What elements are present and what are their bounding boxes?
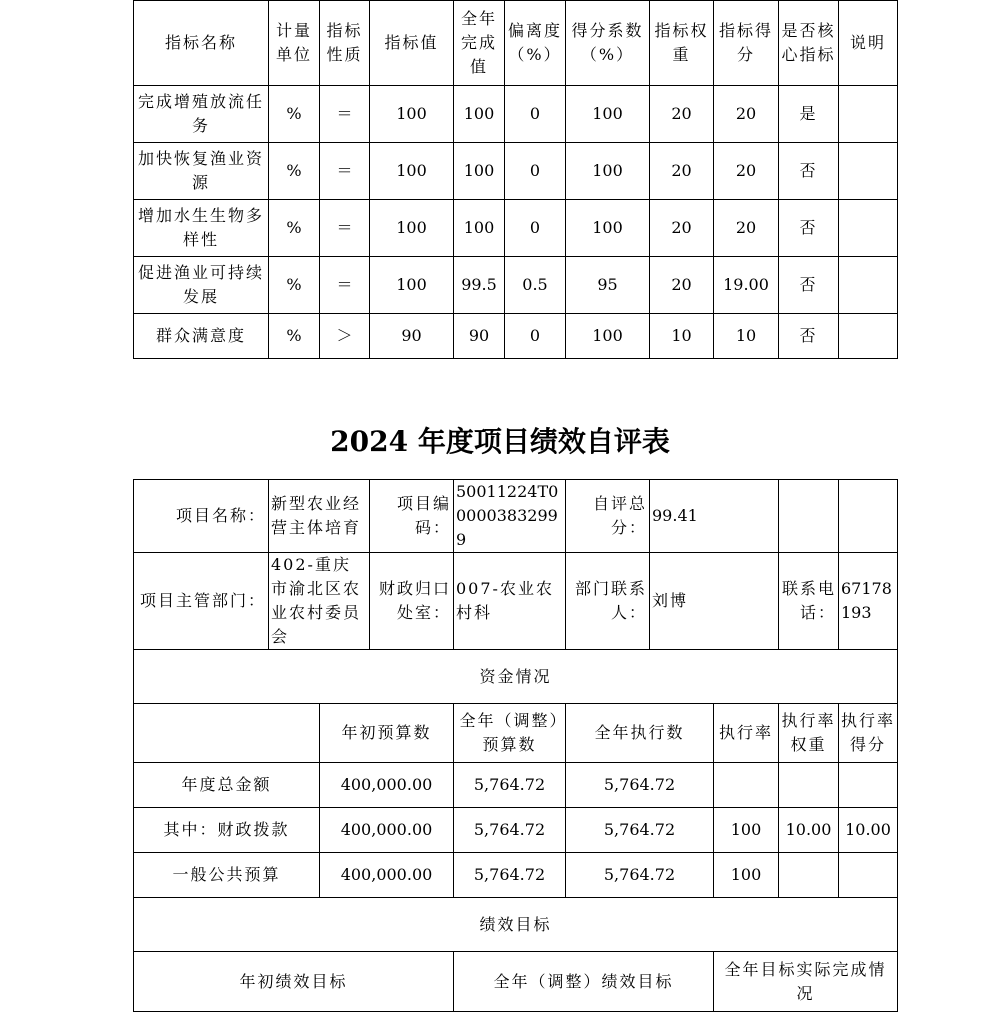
department-info-row bbox=[134, 553, 898, 650]
execution-score-cell bbox=[839, 853, 898, 898]
actual-value-cell: 99.5 bbox=[454, 257, 505, 314]
score-coefficient-cell: 100 bbox=[566, 314, 650, 359]
page-title: 2024 年度项目绩效自评表 bbox=[330, 425, 670, 458]
performance-section-title: 绩效目标 bbox=[134, 898, 898, 952]
indicator-value-cell: 100 bbox=[370, 143, 454, 200]
note-cell bbox=[839, 257, 898, 314]
executed-cell: 5,764.72 bbox=[566, 853, 714, 898]
indicator-row bbox=[134, 200, 898, 257]
header-core-indicator: 是否核心指标 bbox=[779, 1, 839, 86]
core-indicator-cell: 否 bbox=[779, 314, 839, 359]
header-unit: 计量单位 bbox=[269, 1, 320, 86]
self-score-label: 自评总分： bbox=[566, 480, 650, 553]
deviation-cell: 0 bbox=[505, 86, 566, 143]
core-indicator-cell: 是 bbox=[779, 86, 839, 143]
finance-office-label: 财政归口处室： bbox=[370, 553, 454, 650]
score-coefficient-cell: 95 bbox=[566, 257, 650, 314]
indicator-value-cell: 100 bbox=[370, 257, 454, 314]
execution-score-cell: 10.00 bbox=[839, 808, 898, 853]
indicator-name: 完成增殖放流任务 bbox=[134, 86, 269, 143]
header-score: 指标得分 bbox=[714, 1, 779, 86]
executed-cell: 5,764.72 bbox=[566, 808, 714, 853]
weight-cell: 10 bbox=[650, 314, 714, 359]
deviation-cell: 0 bbox=[505, 143, 566, 200]
note-cell bbox=[839, 200, 898, 257]
core-indicator-cell: 否 bbox=[779, 200, 839, 257]
deviation-cell: 0.5 bbox=[505, 257, 566, 314]
funds-row bbox=[134, 763, 898, 808]
header-execution-rate: 执行率 bbox=[714, 704, 779, 763]
empty-cell bbox=[134, 704, 320, 763]
deviation-cell: 0 bbox=[505, 200, 566, 257]
header-score-coefficient: 得分系数（%） bbox=[566, 1, 650, 86]
indicator-value-cell: 100 bbox=[370, 200, 454, 257]
weight-cell: 20 bbox=[650, 86, 714, 143]
department-value: 402-重庆市渝北区农业农村委员会 bbox=[269, 553, 370, 650]
weight-cell: 20 bbox=[650, 257, 714, 314]
score-coefficient-cell: 100 bbox=[566, 200, 650, 257]
executed-cell: 5,764.72 bbox=[566, 763, 714, 808]
indicator-name: 加快恢复渔业资源 bbox=[134, 143, 269, 200]
indicator-header-row bbox=[134, 1, 898, 86]
score-cell: 10 bbox=[714, 314, 779, 359]
indicator-row bbox=[134, 143, 898, 200]
deviation-cell: 0 bbox=[505, 314, 566, 359]
header-nature: 指标性质 bbox=[320, 1, 370, 86]
header-executed: 全年执行数 bbox=[566, 704, 714, 763]
contact-value: 刘博 bbox=[650, 553, 779, 650]
funds-row-label: 一般公共预算 bbox=[134, 853, 320, 898]
unit-cell: % bbox=[269, 143, 320, 200]
header-initial-goal: 年初绩效目标 bbox=[134, 952, 454, 1012]
header-actual-completion: 全年目标实际完成情况 bbox=[714, 952, 898, 1012]
indicator-table bbox=[133, 0, 898, 359]
weight-cell: 20 bbox=[650, 200, 714, 257]
indicator-value-cell: 90 bbox=[370, 314, 454, 359]
core-indicator-cell: 否 bbox=[779, 143, 839, 200]
core-indicator-cell: 否 bbox=[779, 257, 839, 314]
note-cell bbox=[839, 86, 898, 143]
unit-cell: % bbox=[269, 314, 320, 359]
indicator-name: 群众满意度 bbox=[134, 314, 269, 359]
adjusted-budget-cell: 5,764.72 bbox=[454, 763, 566, 808]
score-cell: 20 bbox=[714, 200, 779, 257]
header-deviation: 偏离度（%） bbox=[505, 1, 566, 86]
unit-cell: % bbox=[269, 200, 320, 257]
initial-budget-cell: 400,000.00 bbox=[320, 853, 454, 898]
nature-cell: ＝ bbox=[320, 200, 370, 257]
funds-header-row bbox=[134, 704, 898, 763]
header-indicator-value: 指标值 bbox=[370, 1, 454, 86]
project-code-value: 50011224T000003832999 bbox=[454, 480, 566, 553]
header-note: 说明 bbox=[839, 1, 898, 86]
initial-budget-cell: 400,000.00 bbox=[320, 808, 454, 853]
actual-value-cell: 100 bbox=[454, 143, 505, 200]
initial-budget-cell: 400,000.00 bbox=[320, 763, 454, 808]
execution-weight-cell: 10.00 bbox=[779, 808, 839, 853]
indicator-value-cell: 100 bbox=[370, 86, 454, 143]
score-coefficient-cell: 100 bbox=[566, 143, 650, 200]
indicator-row bbox=[134, 86, 898, 143]
project-info-row bbox=[134, 480, 898, 553]
actual-value-cell: 90 bbox=[454, 314, 505, 359]
header-initial-budget: 年初预算数 bbox=[320, 704, 454, 763]
funds-row-label: 年度总金额 bbox=[134, 763, 320, 808]
project-name-label: 项目名称： bbox=[134, 480, 269, 553]
project-code-label: 项目编码： bbox=[370, 480, 454, 553]
note-cell bbox=[839, 314, 898, 359]
header-weight: 指标权重 bbox=[650, 1, 714, 86]
nature-cell: ＝ bbox=[320, 257, 370, 314]
execution-score-cell bbox=[839, 763, 898, 808]
funds-title-row bbox=[134, 650, 898, 704]
unit-cell: % bbox=[269, 257, 320, 314]
nature-cell: ＞ bbox=[320, 314, 370, 359]
header-execution-weight: 执行率权重 bbox=[779, 704, 839, 763]
header-execution-score: 执行率得分 bbox=[839, 704, 898, 763]
indicator-row bbox=[134, 257, 898, 314]
actual-value-cell: 100 bbox=[454, 200, 505, 257]
finance-office-value: 007-农业农村科 bbox=[454, 553, 566, 650]
adjusted-budget-cell: 5,764.72 bbox=[454, 853, 566, 898]
empty-cell bbox=[839, 480, 898, 553]
execution-weight-cell bbox=[779, 763, 839, 808]
contact-label: 部门联系人： bbox=[566, 553, 650, 650]
department-label: 项目主管部门： bbox=[134, 553, 269, 650]
header-adjusted-budget: 全年（调整）预算数 bbox=[454, 704, 566, 763]
header-adjusted-goal: 全年（调整）绩效目标 bbox=[454, 952, 714, 1012]
adjusted-budget-cell: 5,764.72 bbox=[454, 808, 566, 853]
unit-cell: % bbox=[269, 86, 320, 143]
funds-row-label: 其中：财政拨款 bbox=[134, 808, 320, 853]
score-coefficient-cell: 100 bbox=[566, 86, 650, 143]
execution-weight-cell bbox=[779, 853, 839, 898]
nature-cell: ＝ bbox=[320, 143, 370, 200]
project-name-value: 新型农业经营主体培育 bbox=[269, 480, 370, 553]
self-score-value: 99.41 bbox=[650, 480, 779, 553]
execution-rate-cell: 100 bbox=[714, 808, 779, 853]
execution-rate-cell bbox=[714, 763, 779, 808]
execution-rate-cell: 100 bbox=[714, 853, 779, 898]
funds-row bbox=[134, 808, 898, 853]
header-indicator-name: 指标名称 bbox=[134, 1, 269, 86]
indicator-name: 促进渔业可持续发展 bbox=[134, 257, 269, 314]
phone-value: 67178193 bbox=[839, 553, 898, 650]
performance-title-row bbox=[134, 898, 898, 952]
score-cell: 19.00 bbox=[714, 257, 779, 314]
performance-header-row bbox=[134, 952, 898, 1012]
score-cell: 20 bbox=[714, 143, 779, 200]
indicator-name: 增加水生生物多样性 bbox=[134, 200, 269, 257]
phone-label: 联系电话： bbox=[779, 553, 839, 650]
indicator-row bbox=[134, 314, 898, 359]
actual-value-cell: 100 bbox=[454, 86, 505, 143]
nature-cell: ＝ bbox=[320, 86, 370, 143]
note-cell bbox=[839, 143, 898, 200]
funds-section-title: 资金情况 bbox=[134, 650, 898, 704]
empty-cell bbox=[779, 480, 839, 553]
score-cell: 20 bbox=[714, 86, 779, 143]
self-evaluation-table bbox=[133, 479, 898, 1012]
header-actual-value: 全年完成值 bbox=[454, 1, 505, 86]
funds-row bbox=[134, 853, 898, 898]
weight-cell: 20 bbox=[650, 143, 714, 200]
